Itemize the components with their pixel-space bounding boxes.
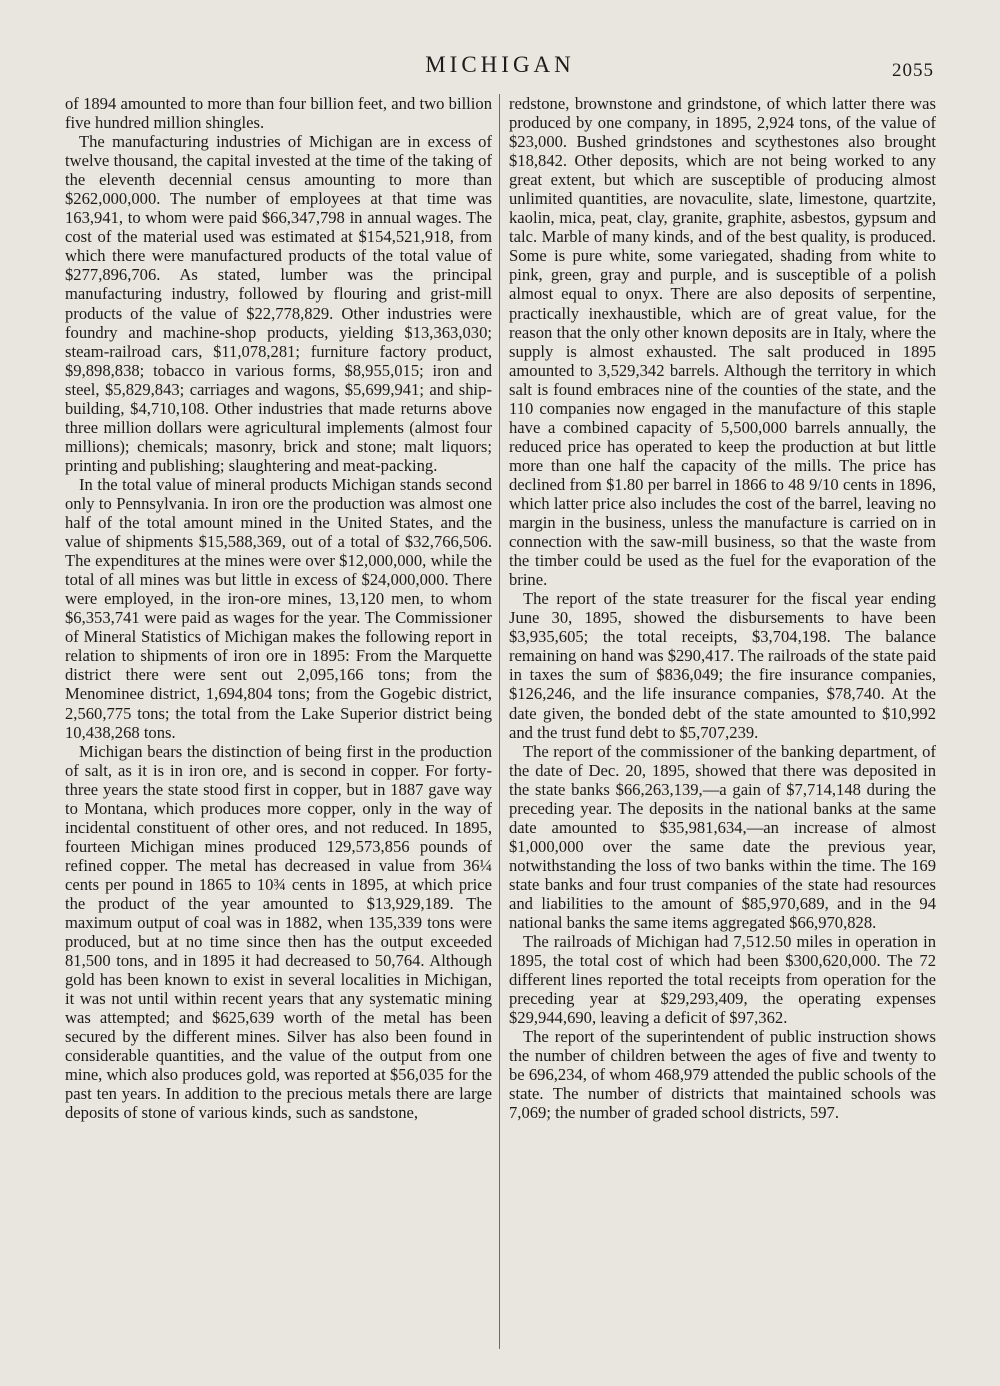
paragraph-railroads: The railroads of Michigan had 7,512.50 miles in operation in 1895, the total cost of which had been $300,620,000. The 72 different lines reported the total receipts from operation for the preceding year at $29,293,409, the operating expenses $29,944,690, leaving a deficit of $97,362. (509, 932, 936, 1028)
paragraph-salt-copper: Michigan bears the distinction of being first in the production of salt, as it is in iron ore, and is second in copper. For forty-three years the state stood first in copper, but in 1887 gave way to Montana, which produces more copper, only in the way of incidental constituent of other ores, and not reduced. In 1895, fourteen Michigan mines produced 129,573,856 pounds of refined copper. The metal has decreased in value from 36¼ cents per pound in 1865 to 10¾ cents in 1895, at which price the product of the year amounted to $13,929,189. The maximum output of coal was in 1882, when 135,339 tons were produced, but at no time since then has the output exceeded 81,500 tons, and in 1895 it had decreased to 50,764. Although gold has been known to exist in several localities in Michigan, it was not until within recent years that any systematic mining was attempted; and $625,639 worth of the metal has been secured by the different mines. Silver has also been found in considerable quantities, and the value of the output from one mine, which also produces gold, was reported at $56,035 for the past ten years. In addition to the precious metals there are large deposits of stone of various kinds, such as sandstone, (65, 741, 492, 1123)
running-title: MICHIGAN (425, 52, 575, 77)
paragraph-continued: of 1894 amounted to more than four billion feet, and two billion five hundred million shingles. (65, 94, 492, 133)
paragraph-manufacturing: The manufacturing industries of Michigan are in excess of twelve thousand, the capital invested at the time of the taking of the eleventh decennial census amounting to more than $262,000,000. The number of employees at that time was 163,941, to whom were paid $66,347,798 in annual wages. The cost of the material used was estimated at $154,521,918, from which there were manufactured products of the total value of $277,896,706. As stated, lumber was the principal manufacturing industry, followed by flouring and grist-mill products of the value of $22,778,829. Other industries were foundry and machine-shop products, yielding $13,363,030; steam-railroad cars, $11,078,281; furniture factory product, $9,898,838; tobacco in various forms, $8,955,015; iron and steel, $5,829,843; carriages and wagons, $5,699,941; and ship-building, $4,710,108. Other industries that made returns above three million dollars were agricultural implements (almost four millions); chemicals; masonry, brick and stone; malt liquors; printing and publishing; slaughtering and meat-packing. (65, 132, 492, 475)
paragraph-mineral-products: In the total value of mineral products Michigan stands second only to Pennsylvania. In iron ore the production was almost one half of the total amount mined in the United States, and the value of shipments $15,588,369, out of a total of $32,766,506. The expenditures at the mines were over $12,000,000, while the total of all mines was but little in excess of $24,000,000. There were employed, in the iron-ore mines, 13,120 men, to whom $6,353,741 were paid as wages for the year. The Commissioner of Mineral Statistics of Michigan makes the following report in relation to shipments of iron ore in 1895: From the Marquette district there were sent out 2,095,166 tons; from the Menominee district, 1,694,804 tons; from the Gogebic district, 2,560,775 tons; the total from the Lake Superior district being 10,438,268 tons. (65, 474, 492, 742)
right-column (509, 94, 936, 1354)
column-divider (499, 94, 500, 1349)
paragraph-state-treasurer: The report of the state treasurer for the fiscal year ending June 30, 1895, showed the disbursements to have been $3,935,605; the total receipts, $3,704,198. The balance remaining on hand was $290,417. The railroads of the state paid in taxes the sum of $836,049; the fire insurance companies, $126,246, and the life insurance companies, $78,740. At the date given, the bonded debt of the state amounted to $10,992 and the trust fund debt to $5,707,239. (509, 589, 936, 742)
page-number: 2055 (892, 60, 934, 81)
paragraph-public-instruction: The report of the superintendent of public instruction shows the number of children between the ages of five and twenty to be 696,234, of whom 468,979 attended the public schools of the state. The number of districts that maintained schools was 7,069; the number of graded school districts, 597. (509, 1027, 936, 1123)
paragraph-stone-salt: redstone, brownstone and grindstone, of which latter there was produced by one company, in 1895, 2,924 tons, of the value of $23,000. Bushed grindstones and scythestones also brought $18,842. Other deposits, which are not being worked to any great extent, but which are susceptible of producing almost unlimited quantities, are novaculite, slate, limestone, quartzite, kaolin, mica, peat, clay, granite, graphite, asbestos, gypsum and talc. Marble of many kinds, and of the best quality, is produced. Some is pure white, some variegated, shading from white to pink, green, gray and purple, and is susceptible of a polish almost equal to onyx. There are also deposits of serpentine, practically inexhaustible, which are of great value, for the reason that the only other known deposits are in Italy, where the supply is almost exhausted. The salt produced in 1895 amounted to 3,529,342 barrels. Although the territory in which salt is found embraces nine of the counties of the state, and the 110 companies now engaged in the manufacture of this staple have a combined capacity of 5,500,000 barrels annually, the reduced price has operated to keep the production at but little more than one half the capacity of the mills. The price has declined from $1.80 per barrel in 1866 to 48 9/10 cents in 1896, which latter price also includes the cost of the barrel, leaving no margin in the business, unless the manufacture is carried on in connection with the saw-mill business, so that the waste from the timber could be used as the fuel for the evaporation of the brine. (509, 94, 936, 590)
left-column (65, 94, 492, 1354)
paragraph-banking: The report of the commissioner of the banking department, of the date of Dec. 20, 1895, showed that there was deposited in the state banks $66,263,139,—a gain of $7,714,148 during the preceding year. The deposits in the national banks at the same date amounted to $35,981,634,—an increase of almost $1,000,000 over the same date the previous year, notwithstanding the loss of two banks within the time. The 169 state banks and four trust companies of the state had resources and liabilities to the amount of $85,970,689, and in the 94 national banks the same items aggregated $66,970,828. (509, 741, 936, 933)
page-header (0, 52, 1000, 82)
